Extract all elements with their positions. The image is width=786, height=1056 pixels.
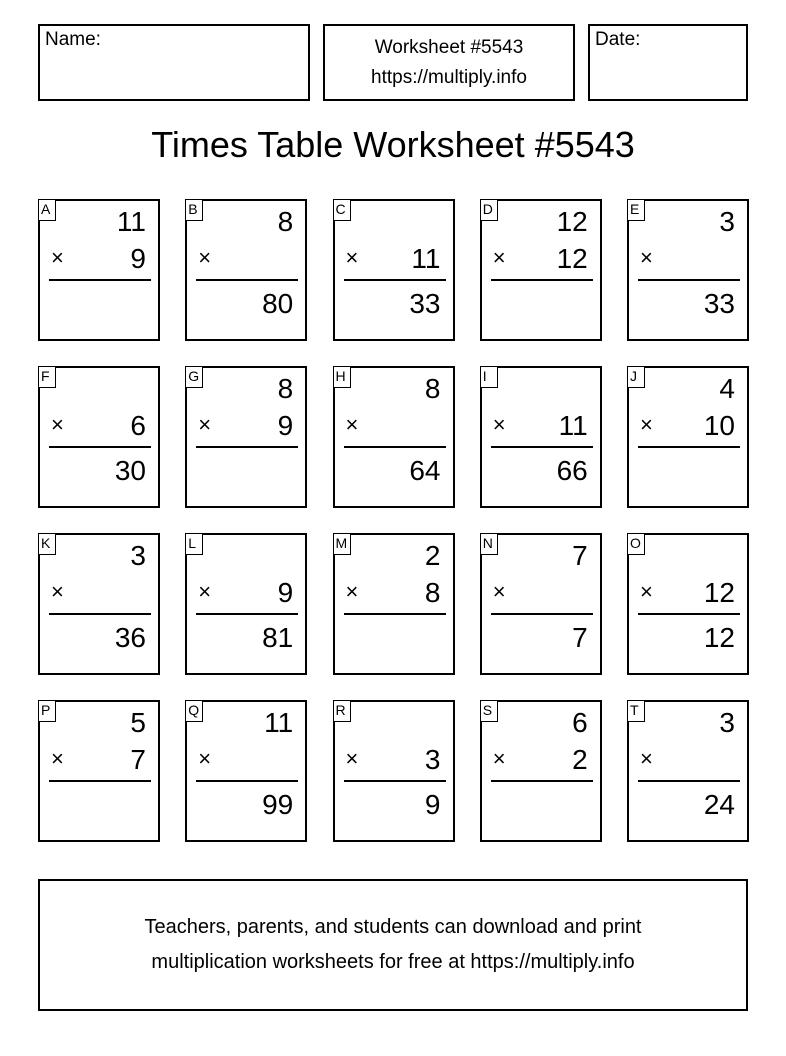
problem-letter: H [333, 366, 351, 388]
problem-cell-e [627, 199, 749, 341]
times-sign: × [640, 579, 653, 604]
times-sign: × [345, 579, 359, 604]
multiplier: 9 [277, 577, 294, 608]
date-label: Date: [595, 29, 641, 50]
multiplicand: 11 [264, 707, 294, 738]
times-sign: × [198, 412, 212, 437]
times-sign: × [345, 412, 359, 437]
worksheet-id: Worksheet #5543 [374, 37, 524, 58]
times-sign: × [492, 412, 506, 437]
multiplier: 3 [424, 744, 441, 775]
times-sign: × [198, 245, 212, 270]
problem-letter: M [333, 533, 351, 555]
multiplier: 2 [572, 744, 588, 775]
multiplier: 11 [558, 410, 588, 441]
multiplier: 12 [556, 243, 588, 274]
problem-cell-f [38, 366, 160, 508]
times-sign: × [492, 245, 506, 270]
multiplicand: 6 [572, 707, 588, 738]
problem-letter: R [333, 700, 351, 722]
multiplier: 9 [130, 243, 146, 274]
product: 81 [262, 622, 294, 653]
answer-rule [491, 613, 593, 615]
multiplicand: 7 [572, 540, 588, 571]
worksheet-id-box [323, 24, 575, 101]
answer-rule [49, 613, 151, 615]
multiplicand: 5 [130, 707, 146, 738]
times-sign: × [640, 746, 653, 771]
multiplicand: 3 [719, 707, 735, 738]
footer-line-2: multiplication worksheets for free at https://multiply.info [151, 951, 635, 973]
product: 12 [703, 622, 735, 653]
problem-letter: K [38, 533, 56, 555]
footer-box [38, 879, 748, 1011]
problem-letter: Q [185, 700, 203, 722]
multiplier: 12 [703, 577, 735, 608]
product: 33 [703, 288, 735, 319]
answer-rule [491, 279, 593, 281]
answer-rule [491, 780, 593, 782]
answer-rule [638, 279, 740, 281]
footer-line-1: Teachers, parents, and students can download and print [144, 916, 642, 938]
product: 7 [572, 622, 588, 653]
multiplicand: 12 [556, 206, 588, 237]
answer-rule [196, 613, 298, 615]
problem-cell-t [627, 700, 749, 842]
multiplier: 10 [703, 410, 735, 441]
multiplicand: 4 [719, 373, 735, 404]
name-box [38, 24, 310, 101]
problem-letter: D [480, 199, 498, 221]
answer-rule [491, 446, 593, 448]
problem-cell-j [627, 366, 749, 508]
times-sign: × [51, 245, 64, 270]
product: 80 [262, 288, 294, 319]
problem-letter: L [185, 533, 203, 555]
times-sign: × [345, 245, 359, 270]
worksheet-url: https://multiply.info [371, 67, 527, 88]
problem-cell-a [38, 199, 160, 341]
problem-cell-q [185, 700, 307, 842]
multiplicand: 8 [277, 373, 294, 404]
answer-rule [196, 780, 298, 782]
answer-rule [49, 446, 151, 448]
multiplier: 11 [411, 243, 441, 274]
multiplicand: 8 [277, 206, 294, 237]
multiplier: 6 [130, 410, 146, 441]
problem-cell-n [480, 533, 602, 675]
answer-rule [638, 613, 740, 615]
multiplicand: 2 [424, 540, 441, 571]
problem-cell-s [480, 700, 602, 842]
multiplicand: 8 [424, 373, 441, 404]
times-sign: × [51, 746, 64, 771]
multiplicand: 3 [130, 540, 146, 571]
problem-cell-i [480, 366, 602, 508]
answer-rule [344, 613, 446, 615]
times-sign: × [198, 579, 212, 604]
times-sign: × [640, 245, 653, 270]
problem-letter: E [627, 199, 645, 221]
multiplicand: 11 [116, 206, 146, 237]
problem-letter: B [185, 199, 203, 221]
answer-rule [49, 780, 151, 782]
problem-cell-l [185, 533, 307, 675]
problem-cell-h [333, 366, 455, 508]
times-sign: × [198, 746, 212, 771]
problem-letter: P [38, 700, 56, 722]
problem-letter: S [480, 700, 498, 722]
problem-letter: I [480, 366, 498, 388]
product: 64 [409, 455, 441, 486]
answer-rule [344, 279, 446, 281]
answer-rule [344, 446, 446, 448]
product: 36 [114, 622, 146, 653]
problem-cell-k [38, 533, 160, 675]
date-box [588, 24, 748, 101]
product: 9 [424, 789, 441, 820]
problem-cell-d [480, 199, 602, 341]
times-sign: × [640, 412, 653, 437]
multiplicand: 3 [719, 206, 735, 237]
times-sign: × [492, 746, 506, 771]
problem-letter: C [333, 199, 351, 221]
times-sign: × [51, 579, 64, 604]
multiplier: 8 [424, 577, 441, 608]
times-sign: × [345, 746, 359, 771]
problem-cell-r [333, 700, 455, 842]
answer-rule [638, 780, 740, 782]
problem-cell-o [627, 533, 749, 675]
page-title: Times Table Worksheet #5543 [151, 124, 635, 165]
problem-cell-c [333, 199, 455, 341]
problem-cell-b [185, 199, 307, 341]
multiplier: 9 [277, 410, 294, 441]
problem-letter: F [38, 366, 56, 388]
name-label: Name: [45, 29, 101, 50]
times-sign: × [492, 579, 506, 604]
multiplier: 7 [130, 744, 146, 775]
product: 33 [409, 288, 441, 319]
problem-cell-p [38, 700, 160, 842]
problem-letter: O [627, 533, 645, 555]
problem-letter: T [627, 700, 645, 722]
problem-letter: N [480, 533, 498, 555]
problem-cell-g [185, 366, 307, 508]
times-sign: × [51, 412, 64, 437]
problem-cell-m [333, 533, 455, 675]
product: 99 [262, 789, 294, 820]
answer-rule [638, 446, 740, 448]
product: 30 [114, 455, 146, 486]
problem-grid [38, 199, 749, 842]
problem-letter: A [38, 199, 56, 221]
problem-letter: J [627, 366, 645, 388]
answer-rule [196, 279, 298, 281]
product: 24 [703, 789, 735, 820]
answer-rule [196, 446, 298, 448]
answer-rule [49, 279, 151, 281]
product: 66 [556, 455, 588, 486]
problem-letter: G [185, 366, 203, 388]
answer-rule [344, 780, 446, 782]
